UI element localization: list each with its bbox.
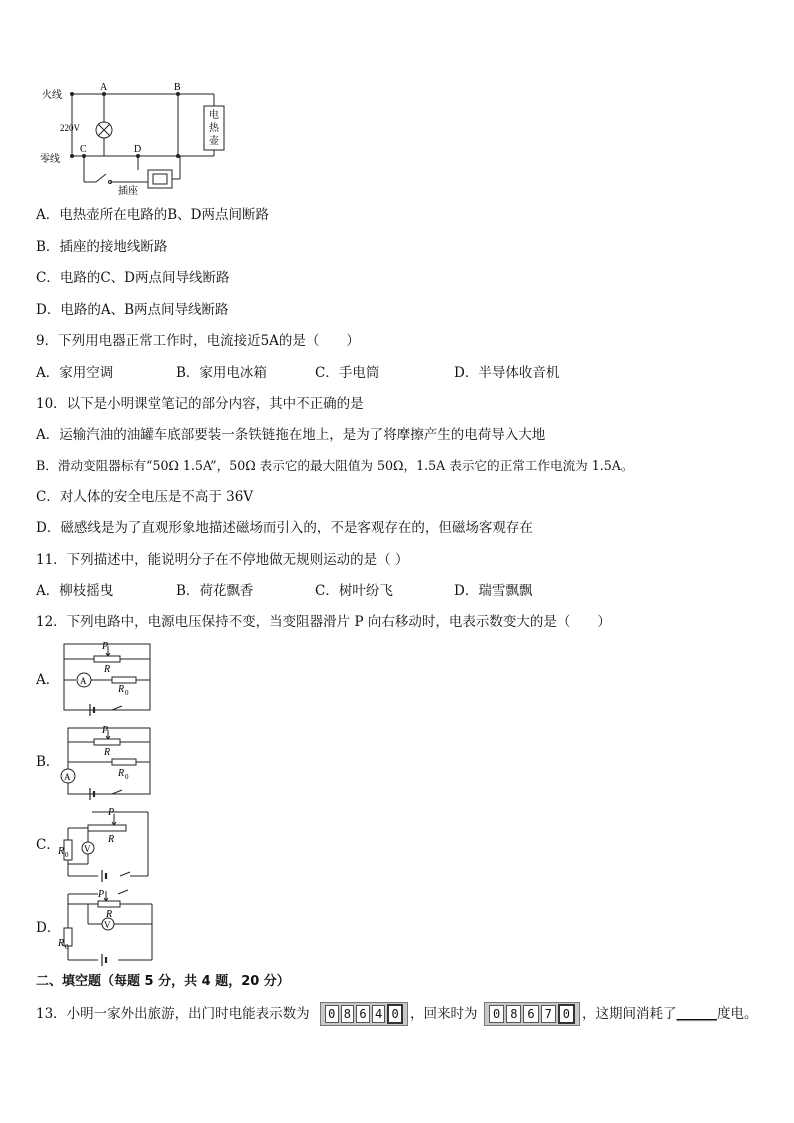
q12a-r0: R xyxy=(118,684,125,695)
household-circuit-figure xyxy=(38,80,228,200)
q12d-r0: R xyxy=(58,938,65,949)
q9-option-b: B．家用电冰箱 xyxy=(176,365,267,381)
q12-option-c-label: C． xyxy=(36,837,60,853)
q12d-r0-sub: 0 xyxy=(65,943,69,951)
q12a-p: P xyxy=(102,641,109,652)
meter-before-digit-1: 0 xyxy=(325,1005,339,1023)
section-2-title: 二、填空题（每题 5 分，共 4 题，20 分） xyxy=(36,974,290,989)
q13-unit: 度电。 xyxy=(717,1006,758,1022)
q12b-ammeter: A xyxy=(64,772,71,782)
kettle-label-3: 壶 xyxy=(209,136,219,147)
q12b-r0-sub: 0 xyxy=(125,773,129,781)
q13-answer-blank[interactable]: ______ xyxy=(676,1006,717,1022)
q12a-r0-sub: 0 xyxy=(125,689,129,697)
q11-option-a: A．柳枝摇曳 xyxy=(36,583,114,599)
q11-option-d: D．瑞雪飘飘 xyxy=(454,583,533,599)
meter-after-digit-5: 0 xyxy=(558,1004,575,1024)
q12-circuit-b xyxy=(60,724,154,800)
live-wire-label: 火线 xyxy=(42,90,62,101)
meter-after-digit-1: 0 xyxy=(489,1005,504,1023)
neutral-wire-label: 零线 xyxy=(40,154,60,165)
kettle-label-2: 热 xyxy=(209,123,219,134)
meter-before-digit-4: 4 xyxy=(372,1005,386,1023)
q13-consumed-text: ，这期间消耗了 xyxy=(582,1006,677,1022)
q12-circuit-a xyxy=(60,640,154,716)
q10-option-a: A．运输汽油的油罐车底部要装一条铁链拖在地上，是为了将摩擦产生的电荷导入大地 xyxy=(36,427,546,443)
q12b-p: P xyxy=(102,725,109,736)
q10-option-d: D．磁感线是为了直观形象地描述磁场而引入的，不是客观存在的，但磁场客观存在 xyxy=(36,520,533,536)
q10-option-c: C．对人体的安全电压是不高于 36V xyxy=(36,489,254,505)
q12-option-b-label: B． xyxy=(36,754,60,770)
q12d-voltmeter: V xyxy=(104,920,111,930)
meter-before-digit-3: 6 xyxy=(356,1005,370,1023)
q10-option-b: B．滑动变阻器标有“50Ω 1.5A”，50Ω 表示它的最大阻值为 50Ω，1.5A 表示它的正常工作电流为 1.5A。 xyxy=(36,458,634,473)
q12c-r0: R xyxy=(58,846,65,857)
q8-option-a: A．电热壶所在电路的B、D两点间断路 xyxy=(36,207,269,223)
q8-option-c: C．电路的C、D两点间导线断路 xyxy=(36,270,230,286)
q8-option-d: D．电路的A、B两点间导线断路 xyxy=(36,302,229,318)
q13-text-before: 13．小明一家外出旅游，出门时电能表示数为 xyxy=(36,1006,310,1022)
q9-stem: 9．下列用电器正常工作时，电流接近5A的是（ ） xyxy=(36,333,360,349)
q13-text-after xyxy=(582,1005,758,1023)
meter-after-digit-3: 6 xyxy=(523,1005,538,1023)
q12b-r0: R xyxy=(118,768,125,779)
q12d-r: R xyxy=(106,909,113,920)
q10-stem: 10．以下是小明课堂笔记的部分内容，其中不正确的是 xyxy=(36,396,364,412)
q8-option-b: B．插座的接地线断路 xyxy=(36,239,168,255)
kettle-label-1: 电 xyxy=(209,110,219,121)
q9-option-c: C．手电筒 xyxy=(315,365,380,381)
q12-option-a-label: A． xyxy=(36,672,60,688)
q12d-p: P xyxy=(98,889,105,900)
q12c-r: R xyxy=(108,834,115,845)
socket-label: 插座 xyxy=(118,186,138,197)
q11-option-b: B．荷花飘香 xyxy=(176,583,254,599)
q13-text-middle: ，回来时为 xyxy=(410,1006,478,1022)
meter-before-digit-2: 8 xyxy=(341,1005,355,1023)
meter-after-digit-2: 8 xyxy=(506,1005,521,1023)
meter-reading-after xyxy=(484,1002,580,1026)
point-b-label: B xyxy=(174,82,181,93)
q11-stem: 11．下列描述中，能说明分子在不停地做无规则运动的是（ ） xyxy=(36,552,409,568)
point-d-label: D xyxy=(134,144,142,155)
q12a-r: R xyxy=(104,664,111,675)
q12-circuit-c xyxy=(58,806,154,884)
q12b-r: R xyxy=(104,747,111,758)
meter-after-digit-4: 7 xyxy=(541,1005,556,1023)
meter-reading-before xyxy=(320,1002,408,1026)
q12-stem: 12．下列电路中，电源电压保持不变，当变阻器滑片 P 向右移动时，电表示数变大的是（ ） xyxy=(36,614,611,630)
q12a-ammeter: A xyxy=(80,676,87,686)
q12c-r0-sub: 0 xyxy=(65,851,69,859)
q12c-voltmeter: V xyxy=(84,844,91,854)
point-c-label: C xyxy=(80,144,87,155)
q9-option-a: A．家用空调 xyxy=(36,365,114,381)
q11-option-c: C．树叶纷飞 xyxy=(315,583,393,599)
voltage-label: 220V xyxy=(60,123,80,133)
q9-option-d: D．半导体收音机 xyxy=(454,365,560,381)
q12-circuit-d xyxy=(58,888,154,966)
q12c-p: P xyxy=(108,807,115,818)
q12-option-d-label: D． xyxy=(36,920,61,936)
point-a-label: A xyxy=(100,82,108,93)
meter-before-digit-5: 0 xyxy=(387,1004,403,1024)
